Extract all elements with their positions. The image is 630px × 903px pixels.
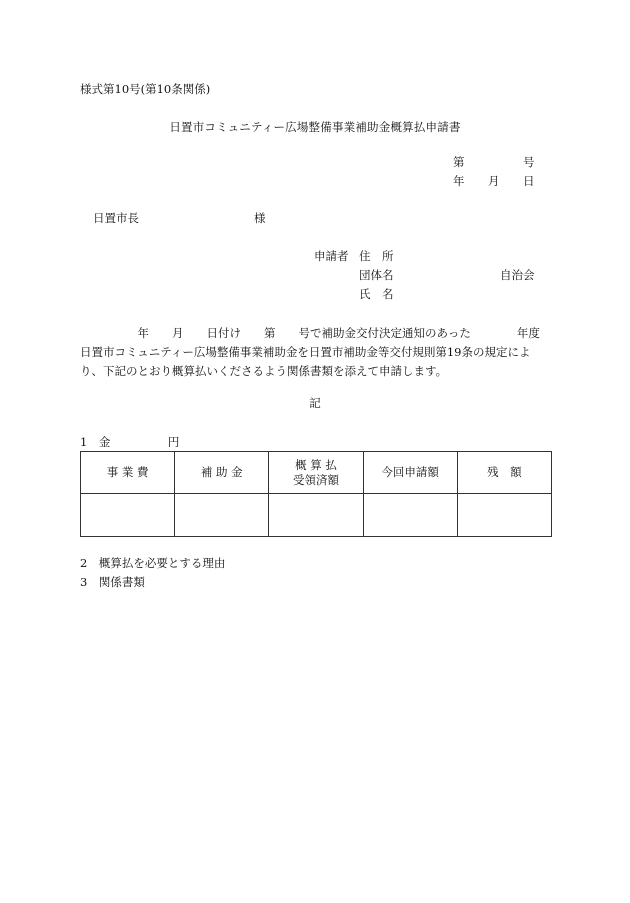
address-label: 住 所	[359, 249, 394, 263]
cell-received-amount[interactable]	[269, 494, 363, 537]
body-line-2: 日置市コミュニティー広場整備事業補助金を日置市補助金等交付規則第19条の規定によ	[80, 345, 531, 359]
header-received-amount	[269, 452, 363, 494]
header-received-line-1: 概 算 払	[295, 457, 337, 472]
applicant-label: 申請者	[314, 249, 349, 263]
payment-table	[80, 451, 552, 537]
date-year-label: 年	[453, 174, 465, 188]
item-3-documents: 3 関係書類	[80, 575, 145, 589]
form-number: 様式第10号(第10条関係)	[80, 82, 211, 96]
group-name-label: 団体名	[359, 268, 394, 282]
header-received-line-2: 受領済額	[292, 472, 339, 487]
body-line-1: 年 月 日付け 第 号で補助金交付決定通知のあった 年度	[80, 326, 540, 340]
document-title: 日置市コミュニティー広場整備事業補助金概算払申請書	[169, 120, 461, 134]
date-month-label: 月	[488, 174, 500, 188]
header-project-cost: 事 業 費	[81, 452, 175, 494]
cell-balance[interactable]	[457, 494, 551, 537]
item-1-amount: 1 金 円	[80, 435, 180, 449]
name-label: 氏 名	[359, 287, 394, 301]
body-line-3: り、下記のとおり概算払いくださるよう関係書類を添えて申請します。	[80, 364, 448, 378]
cell-current-request[interactable]	[363, 494, 457, 537]
header-current-request: 今回申請額	[363, 452, 457, 494]
doc-number-suffix: 号	[523, 155, 535, 169]
header-balance: 残 額	[457, 452, 551, 494]
group-suffix: 自治会	[500, 268, 535, 282]
table-row	[81, 494, 552, 537]
cell-project-cost[interactable]	[81, 494, 175, 537]
date-day-label: 日	[523, 174, 535, 188]
recipient-honorific: 様	[254, 211, 266, 225]
item-2-reason: 2 概算払を必要とする理由	[80, 556, 226, 570]
doc-number-prefix: 第	[453, 155, 465, 169]
cell-subsidy[interactable]	[175, 494, 269, 537]
header-subsidy: 補 助 金	[175, 452, 269, 494]
ki-heading: 記	[309, 396, 321, 410]
recipient-name: 日置市長	[93, 211, 139, 225]
table-header-row	[81, 452, 552, 494]
